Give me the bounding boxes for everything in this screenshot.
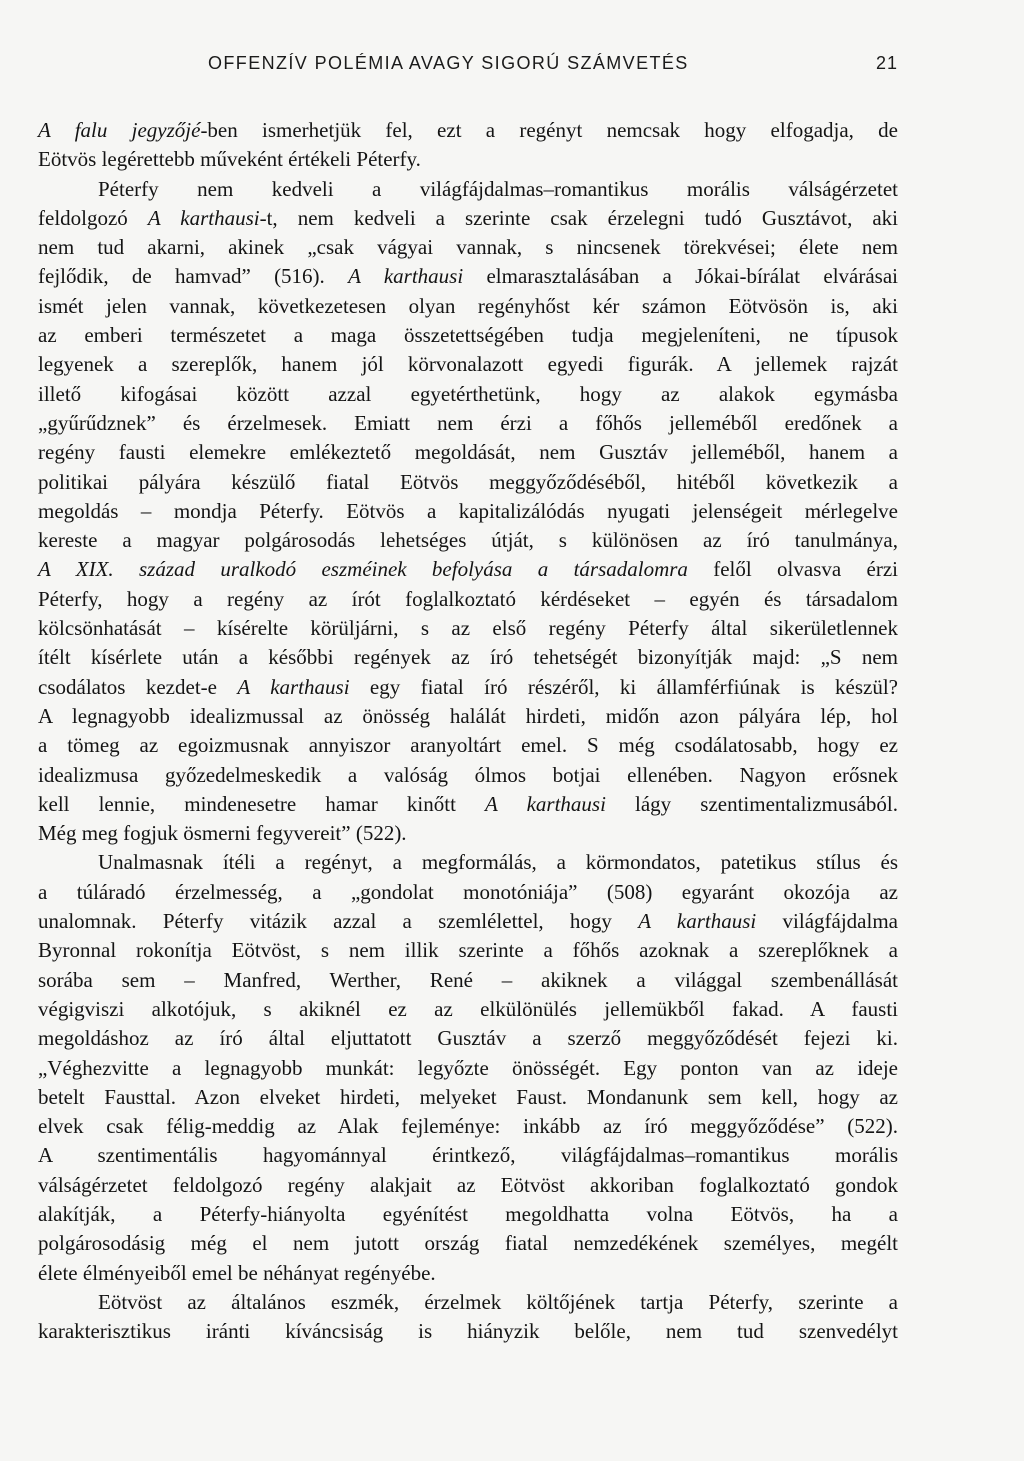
text-segment: illető kifogásai között azzal egyetérthetünk, hogy az alakok egymásba [38,381,898,406]
text-line [38,848,898,877]
text-segment: a tömeg az egoizmusnak annyiszor aranyoltárt emel. S még csodálatosabb, hogy ez [38,733,898,758]
text-line [38,1141,898,1170]
text-line [38,1112,898,1141]
text-line [38,1259,898,1288]
italic-title-segment: A falu jegyzőjé [38,118,201,142]
text-line [38,995,898,1024]
text-segment: alakítják, a Péterfy-hiányolta egyénítést megoldhatta volna Eötvös, ha a [38,1201,898,1226]
text-line [38,1054,898,1083]
text-line [38,1083,898,1112]
text-line [38,673,898,702]
italic-title-segment: A XIX. század uralkodó eszméinek befolyása a társadalomra [38,557,688,582]
text-line [38,409,898,438]
text-segment: Unalmasnak ítéli a regényt, a megformálás, a körmondatos, patetikus stílus és [98,850,898,875]
running-header [0,53,1024,87]
text-segment: ítélt kísérlete után a későbbi regények az író tehetségét bizonyítják majd: „S nem [38,645,898,670]
text-line [38,1317,898,1346]
text-segment: -ben ismerhetjük fel, ezt a regényt nemcsak hogy elfogadja, de [200,118,899,142]
italic-title-segment: A karthausi [638,909,757,934]
text-line [38,731,898,760]
text-segment: megoldás – mondja Péterfy. Eötvös a kapitalizálódás nyugati jelenségeit mérlegelve [38,498,898,523]
text-line [38,526,898,555]
text-segment: Eötvöst az általános eszmék, érzelmek költőjének tartja Péterfy, szerinte a [98,1289,898,1314]
italic-title-segment: A karthausi [348,264,464,289]
text-segment: válságérzetet feldolgozó regény alakjait az Eötvöst akkoriban foglalkoztató gondok [38,1172,898,1197]
text-segment: Péterfy, hogy a regény az írót foglalkoztató kérdéseket – egyén és társadalom [38,586,898,611]
text-line [38,497,898,526]
text-line [38,321,898,350]
text-line [38,204,898,233]
text-segment: élete élményeiből emel be néhányat regényébe. [38,1260,436,1285]
text-segment: elmarasztalásában a Jókai-bírálat elvárásai [463,264,899,289]
text-line [38,1288,898,1317]
text-segment: nem tud akarni, akinek „csak vágyai vannak, s nincsenek törekvései; élete nem [38,235,898,260]
text-segment: A legnagyobb idealizmussal az önösség halálát hirdeti, midőn azon pályára lép, hol [38,703,898,728]
text-segment: unalomnak. Péterfy vitázik azzal a szemlélettel, hogy [38,909,639,934]
text-line [38,233,898,262]
text-line [38,907,898,936]
text-segment: lágy szentimentalizmusából. [605,791,898,816]
text-segment: kereste a magyar polgárosodás lehetséges útját, s különösen az író tanulmánya, [38,528,898,553]
text-segment: politikai pályára készülő fiatal Eötvös meggyőződéséből, hitéből következik a [38,469,898,494]
text-line [38,175,898,204]
text-line [38,643,898,672]
text-segment: polgárosodásig még el nem jutott ország fiatal nemzedékének személyes, megélt [38,1231,898,1256]
text-segment: idealizmusa győzedelmeskedik a valóság ólmos botjai ellenében. Nagyon erősnek [38,762,898,787]
text-segment: kell lennie, mindenesetre hamar kinőtt [38,791,486,816]
text-segment: végigviszi alkotójuk, s akiknél ez az elkülönülés jellemükből fakad. A fausti [38,996,898,1021]
text-line [38,1024,898,1053]
text-line [38,936,898,965]
text-line [38,761,898,790]
text-line [38,1200,898,1229]
text-segment: feldolgozó [38,205,148,230]
text-segment: csodálatos kezdet-e [38,674,238,699]
text-segment: Péterfy nem kedveli a világfájdalmas–romantikus morális válságérzetet [98,176,898,201]
text-line [38,1229,898,1258]
text-segment: Eötvös legérettebb műveként értékeli Péterfy. [38,147,421,172]
text-segment: sorába sem – Manfred, Werther, René – akiknek a világgal szembenállását [38,967,898,992]
text-segment: elvek csak félig-meddig az Alak fejleménye: inkább az író meggyőződése” (522). [38,1114,898,1139]
text-line [38,262,898,291]
italic-title-segment: A karthausi [485,791,606,816]
text-segment: Byronnal rokonítja Eötvöst, s nem illik szerinte a főhős azoknak a szereplőknek a [38,938,898,963]
text-line [38,1171,898,1200]
text-line [38,145,898,174]
text-segment: „Véghezvitte a legnagyobb munkát: legyőzte önösségét. Egy ponton van az ideje [38,1055,898,1080]
text-segment: megoldáshoz az író által eljuttatott Gusztáv a szerző meggyőződését fejezi ki. [38,1026,898,1051]
text-line [38,116,898,145]
text-segment: Még meg fogjuk ösmerni fegyvereit” (522). [38,821,407,846]
text-segment: világfájdalma [756,909,898,934]
body-text [38,116,898,1346]
text-segment: az emberi természetet a maga összetettségében tudja megjeleníteni, ne típusok [38,323,898,348]
text-line [38,380,898,409]
text-segment: kölcsönhatását – kísérelte körüljárni, s az első regény Péterfy által sikerületlennek [38,616,898,641]
text-line [38,350,898,379]
text-segment: A szentimentális hagyománnyal érintkező, világfájdalmas–romantikus morális [38,1143,898,1168]
text-line [38,468,898,497]
text-segment: „gyűrűdznek” és érzelmesek. Emiatt nem érzi a főhős jelleméből eredőnek a [38,410,898,435]
running-head-title: OFFENZÍV POLÉMIA AVAGY SIGORÚ SZÁMVETÉS [208,53,689,73]
text-line [38,555,898,584]
text-line [38,790,898,819]
text-segment: legyenek a szereplők, hanem jól körvonalazott egyedi figurák. A jellemek rajzát [38,352,898,377]
text-segment: betelt Fausttal. Azon elveket hirdeti, melyeket Faust. Mondanunk sem kell, hogy az [38,1084,898,1109]
text-segment: ismét jelen vannak, következetesen olyan regényhőst kér számon Eötvösön is, aki [38,293,898,318]
text-segment: a túláradó érzelmesség, a „gondolat monotóniája” (508) egyaránt okozója az [38,879,898,904]
text-line [38,292,898,321]
text-segment: fejlődik, de hamvad” (516). [38,264,349,289]
italic-title-segment: A karthausi [237,674,350,699]
text-line [38,966,898,995]
text-line [38,438,898,467]
text-segment: karakterisztikus iránti kíváncsiság is hiányzik belőle, nem tud szenvedélyt [38,1319,898,1344]
page-number: 21 [876,53,899,73]
text-line [38,702,898,731]
text-segment: felől olvasva érzi [687,557,898,582]
text-line [38,878,898,907]
text-line [38,585,898,614]
text-segment: -t, nem kedveli a szerinte csak érzelegni tudó Gusztávot, aki [259,205,898,230]
text-line [38,614,898,643]
text-segment: egy fiatal író részéről, ki államférfiúnak is készül? [349,674,898,699]
text-segment: regény fausti elemekre emlékeztető megoldását, nem Gusztáv jelleméből, hanem a [38,440,898,465]
italic-title-segment: A karthausi [147,205,260,230]
text-line [38,819,898,848]
